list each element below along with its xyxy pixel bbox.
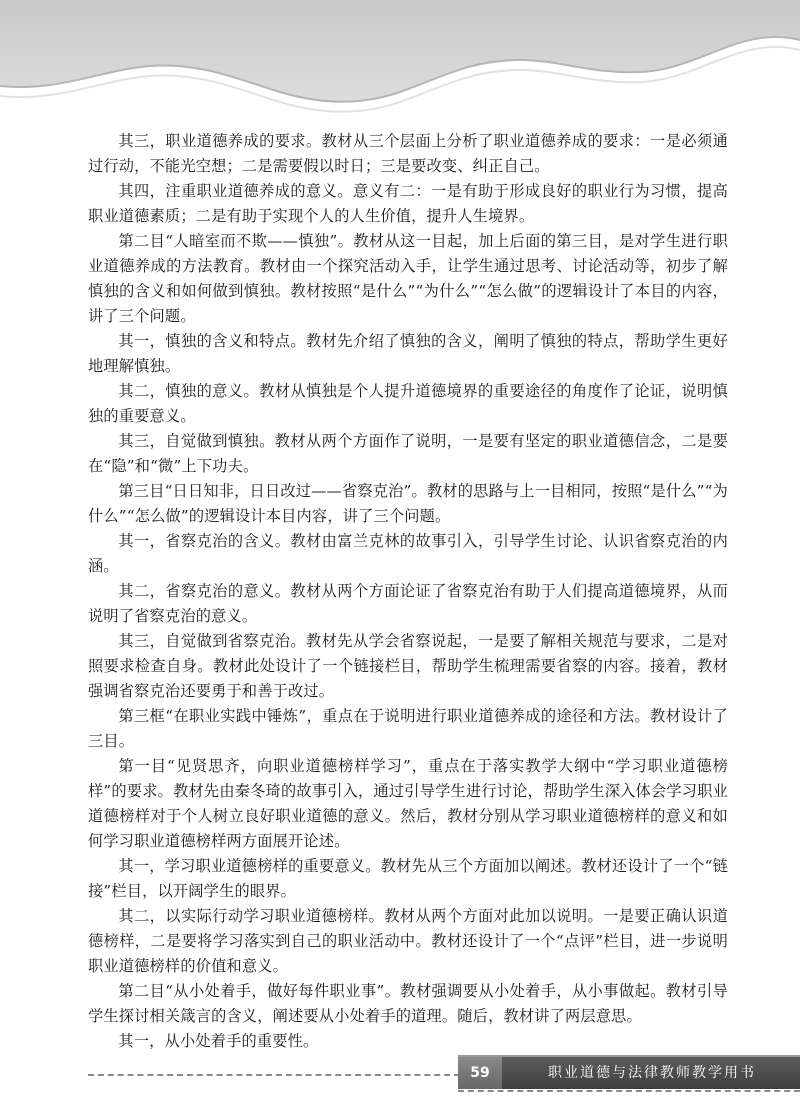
footer-title-bar — [458, 1055, 800, 1089]
paragraph: 第一目“见贤思齐，向职业道德榜样学习”，重点在于落实教学大纲中“学习职业道德榜样”的要求。教材先由秦冬琦的故事引入，通过引导学生进行讨论，帮助学生深入体会学习职业道德榜样对于个人树立良好职业道德的意义。然后，教材分别从学习职业道德榜样的意义和如何学习职业道德榜样两方面展开论述。 — [88, 757, 728, 850]
paragraph: 其一，慎独的含义和特点。教材先介绍了慎独的含义，阐明了慎独的特点，帮助学生更好地理解慎独。 — [88, 332, 728, 375]
paragraph: 其一，学习职业道德榜样的重要意义。教材先从三个方面加以阐述。教材还设计了一个“链接”栏目，以开阔学生的眼界。 — [88, 857, 728, 900]
footer-dashed-line — [88, 1074, 460, 1076]
paragraph: 其三，自觉做到慎独。教材从两个方面作了说明，一是要有坚定的职业道德信念，二是要在“隐”和“微”上下功夫。 — [88, 432, 728, 475]
body-text — [88, 129, 728, 1054]
paragraph: 其一，省察克治的含义。教材由富兰克林的故事引入，引导学生讨论、认识省察克治的内涵。 — [88, 532, 728, 575]
paragraph: 其三，职业道德养成的要求。教材从三个层面上分析了职业道德养成的要求：一是必须通过行动，不能光空想；二是需要假以时日；三是要改变、纠正自己。 — [88, 132, 728, 175]
paragraph: 第三目“日日知非，日日改过——省察克治”。教材的思路与上一目相同，按照“是什么”“为什么”“怎么做”的逻辑设计本目内容，讲了三个问题。 — [88, 482, 728, 525]
page-number: 59 — [458, 1057, 502, 1089]
paragraph: 其三，自觉做到省察克治。教材先从学会省察说起，一是要了解相关规范与要求，二是对照要求检查自身。教材此处设计了一个链接栏目，帮助学生梳理需要省察的内容。接着，教材强调省察克治还要勇于和善于改过。 — [88, 632, 728, 700]
book-title: 职业道德与法律教师教学用书 — [548, 1065, 756, 1081]
paragraph: 其二，省察克治的意义。教材从两个方面论证了省察克治有助于人们提高道德境界，从而说明了省察克治的意义。 — [88, 582, 728, 625]
decorative-wave-header — [0, 0, 800, 120]
paragraph: 其二，以实际行动学习职业道德榜样。教材从两个方面对此加以说明。一是要正确认识道德榜样，二是要将学习落实到自己的职业活动中。教材还设计了一个“点评”栏目，进一步说明职业道德榜样的价值和意义。 — [88, 907, 728, 975]
page-footer — [0, 1040, 800, 1117]
footer-underline — [458, 1090, 800, 1092]
paragraph: 第三框“在职业实践中锤炼”，重点在于说明进行职业道德养成的途径和方法。教材设计了三目。 — [88, 707, 728, 750]
paragraph: 其一，从小处着手的重要性。 — [118, 1032, 319, 1050]
paragraph: 其二，慎独的意义。教材从慎独是个人提升道德境界的重要途径的角度作了论证，说明慎独的重要意义。 — [88, 382, 728, 425]
paragraph: 其四，注重职业道德养成的意义。意义有二：一是有助于形成良好的职业行为习惯，提高职业道德素质；二是有助于实现个人的人生价值，提升人生境界。 — [88, 182, 728, 225]
paragraph: 第二目“从小处着手，做好每件职业事”。教材强调要从小处着手，从小事做起。教材引导学生探讨相关箴言的含义，阐述要从小处着手的道理。随后，教材讲了两层意思。 — [88, 982, 728, 1025]
paragraph: 第二目“人暗室而不欺——慎独”。教材从这一目起，加上后面的第三目，是对学生进行职业道德养成的方法教育。教材由一个探究活动入手，让学生通过思考、讨论活动等，初步了解慎独的含义和如何做到慎独。教材按照“是什么”“为什么”“怎么做”的逻辑设计了本目的内容，讲了三个问题。 — [88, 232, 728, 325]
